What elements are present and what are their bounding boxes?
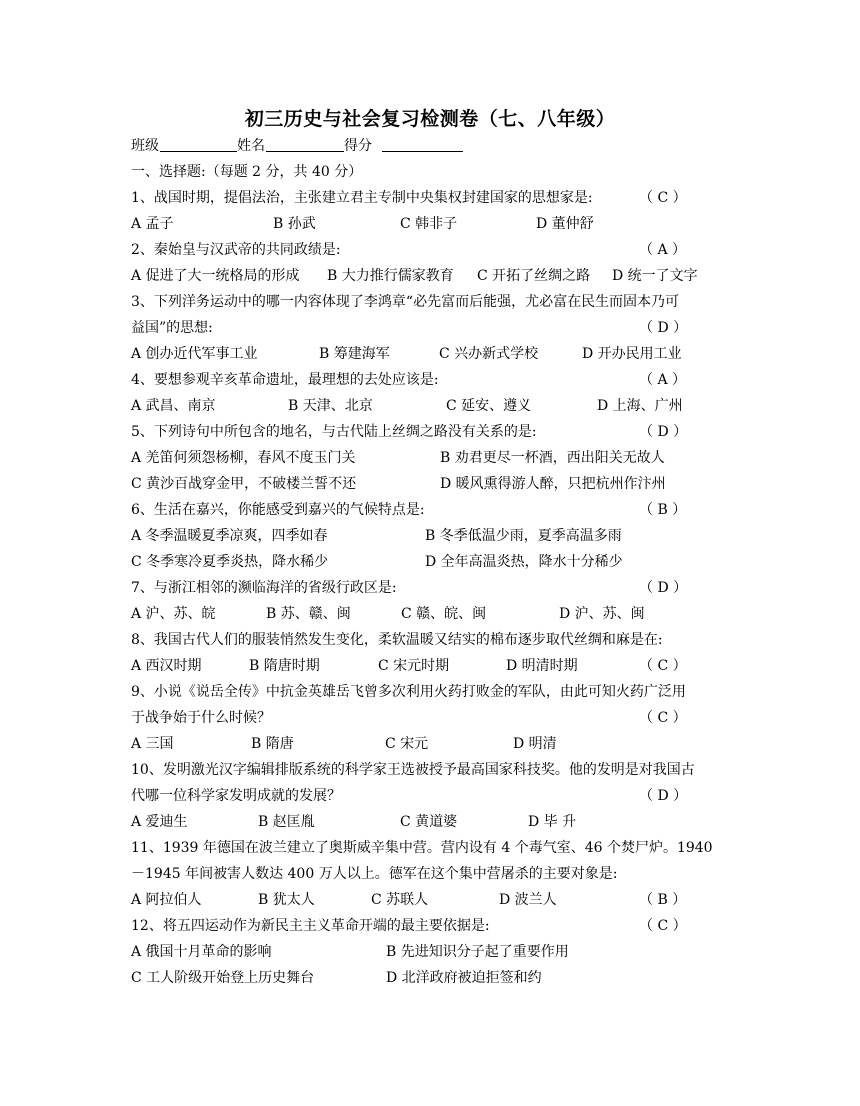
- option-d: D 沪、苏、闽: [559, 606, 645, 622]
- answer-mark: （ D ）: [639, 320, 688, 336]
- option-a: A 三国: [131, 736, 174, 752]
- option-c: C 宋元: [385, 736, 429, 752]
- option-d: D 董仲舒: [536, 216, 594, 232]
- option-d: D 上海、广州: [597, 398, 683, 414]
- name-label: 姓名: [237, 138, 265, 154]
- answer-mark: （ D ）: [639, 788, 688, 804]
- option-b: B 劝君更尽一杯酒，西出阳关无故人: [440, 450, 665, 466]
- class-label: 班级: [131, 138, 159, 154]
- option-a: A 西汉时期: [131, 658, 202, 674]
- question-text: 1、战国时期，提倡法治，主张建立君主专制中央集权封建国家的思想家是:: [131, 190, 593, 206]
- question-text: 11、1939 年德国在波兰建立了奥斯威辛集中营。营内设有 4 个毒气室、46 个焚尸炉。1940: [131, 840, 713, 856]
- answer-mark: （ A ）: [639, 242, 687, 258]
- option-b: B 孙武: [273, 216, 316, 232]
- question-text: 4、要想参观辛亥革命遗址，最理想的去处应该是:: [131, 372, 439, 388]
- question-text: 2、秦始皇与汉武帝的共同政绩是:: [131, 242, 341, 258]
- section-heading: 一、选择题:（每题 2 分，共 40 分）: [131, 164, 363, 180]
- answer-mark: （ B ）: [639, 502, 687, 518]
- question-text: 10、发明激光汉字编辑排版系统的科学家王选被授予最高国家科技奖。他的发明是对我国古: [131, 762, 695, 778]
- option-c: C 兴办新式学校: [439, 346, 539, 362]
- option-c: C 开拓了丝绸之路: [477, 268, 591, 284]
- question-text: 5、下列诗句中所包含的地名，与古代陆上丝绸之路没有关系的是:: [131, 424, 537, 440]
- option-d: D 统一了文字: [612, 268, 698, 284]
- question-text: 代哪一位科学家发明成就的发展？: [131, 788, 341, 804]
- answer-mark: （ B ）: [639, 892, 687, 908]
- question-text: 益国”的思想:: [131, 320, 213, 336]
- option-d: D 暖风熏得游人醉，只把杭州作汴州: [440, 476, 666, 492]
- score-blank[interactable]: [382, 134, 463, 152]
- option-c: C 黄沙百战穿金甲，不破楼兰誓不还: [131, 476, 357, 492]
- option-d: D 明清时期: [506, 658, 578, 674]
- question-text: 8、我国古代人们的服装悄然发生变化，柔软温暖又结实的棉布逐步取代丝绸和麻是在:: [131, 632, 663, 648]
- option-a: A 爱迪生: [131, 814, 188, 830]
- option-c: C 宋元时期: [378, 658, 450, 674]
- option-b: B 隋唐时期: [249, 658, 320, 674]
- option-c: C 苏联人: [371, 892, 429, 908]
- option-a: A 俄国十月革命的影响: [131, 944, 272, 960]
- question-text: 6、生活在嘉兴，你能感受到嘉兴的气候特点是:: [131, 502, 425, 518]
- option-a: A 冬季温暖夏季凉爽，四季如春: [131, 528, 328, 544]
- option-a: A 创办近代军事工业: [131, 346, 258, 362]
- question-text: 7、与浙江相邻的濒临海洋的省级行政区是:: [131, 580, 397, 596]
- option-b: B 天津、北京: [288, 398, 373, 414]
- option-a: A 阿拉伯人: [131, 892, 202, 908]
- question-text: 12、将五四运动作为新民主主义革命开端的最主要依据是:: [131, 918, 490, 934]
- class-blank[interactable]: [160, 134, 237, 152]
- answer-mark: （ D ）: [639, 580, 688, 596]
- answer-mark: （ C ）: [639, 918, 687, 934]
- option-d: D 明清: [513, 736, 557, 752]
- option-b: B 先进知识分子起了重要作用: [386, 944, 569, 960]
- exam-title: 初三历史与社会复习检测卷（七、八年级）: [244, 108, 616, 130]
- option-b: B 大力推行儒家教育: [327, 268, 454, 284]
- option-b: B 犹太人: [258, 892, 315, 908]
- option-b: B 筹建海军: [319, 346, 390, 362]
- score-label: 得分: [344, 138, 372, 154]
- option-a: A 武昌、南京: [131, 398, 216, 414]
- option-d: D 北洋政府被迫拒签和约: [386, 970, 542, 986]
- answer-mark: （ C ）: [639, 658, 687, 674]
- option-c: C 工人阶级开始登上历史舞台: [131, 970, 315, 986]
- option-d: D 波兰人: [499, 892, 557, 908]
- answer-mark: （ C ）: [639, 710, 687, 726]
- option-d: D 开办民用工业: [582, 346, 682, 362]
- option-c: C 延安、遵义: [446, 398, 532, 414]
- answer-mark: （ C ）: [639, 190, 687, 206]
- option-c: C 黄道婆: [400, 814, 458, 830]
- option-c: C 赣、皖、闽: [401, 606, 487, 622]
- question-text: 于战争始于什么时候？: [131, 710, 271, 726]
- option-b: B 冬季低温少雨，夏季高温多雨: [425, 528, 622, 544]
- option-b: B 隋唐: [251, 736, 294, 752]
- option-d: D 毕 升: [528, 814, 577, 830]
- option-c: C 冬季寒冷夏季炎热，降水稀少: [131, 554, 329, 570]
- question-text: 3、下列洋务运动中的哪一内容体现了李鸿章“必先富而后能强，尤必富在民生而固本乃可: [131, 294, 680, 310]
- question-text: 9、小说《说岳全传》中抗金英雄岳飞曾多次利用火药打败金的军队，由此可知火药广泛用: [131, 684, 686, 700]
- option-c: C 韩非子: [400, 216, 458, 232]
- answer-mark: （ A ）: [639, 372, 687, 388]
- option-a: A 孟子: [131, 216, 174, 232]
- question-text: －1945 年间被害人数达 400 万人以上。德军在这个集中营屠杀的主要对象是:: [131, 866, 618, 882]
- answer-mark: （ D ）: [639, 424, 688, 440]
- option-a: A 羌笛何须怨杨柳，春风不度玉门关: [131, 450, 356, 466]
- option-a: A 沪、苏、皖: [131, 606, 216, 622]
- option-b: B 苏、赣、闽: [266, 606, 351, 622]
- option-a: A 促进了大一统格局的形成: [131, 268, 300, 284]
- option-d: D 全年高温炎热，降水十分稀少: [425, 554, 623, 570]
- name-blank[interactable]: [266, 134, 344, 152]
- option-b: B 赵匡胤: [258, 814, 315, 830]
